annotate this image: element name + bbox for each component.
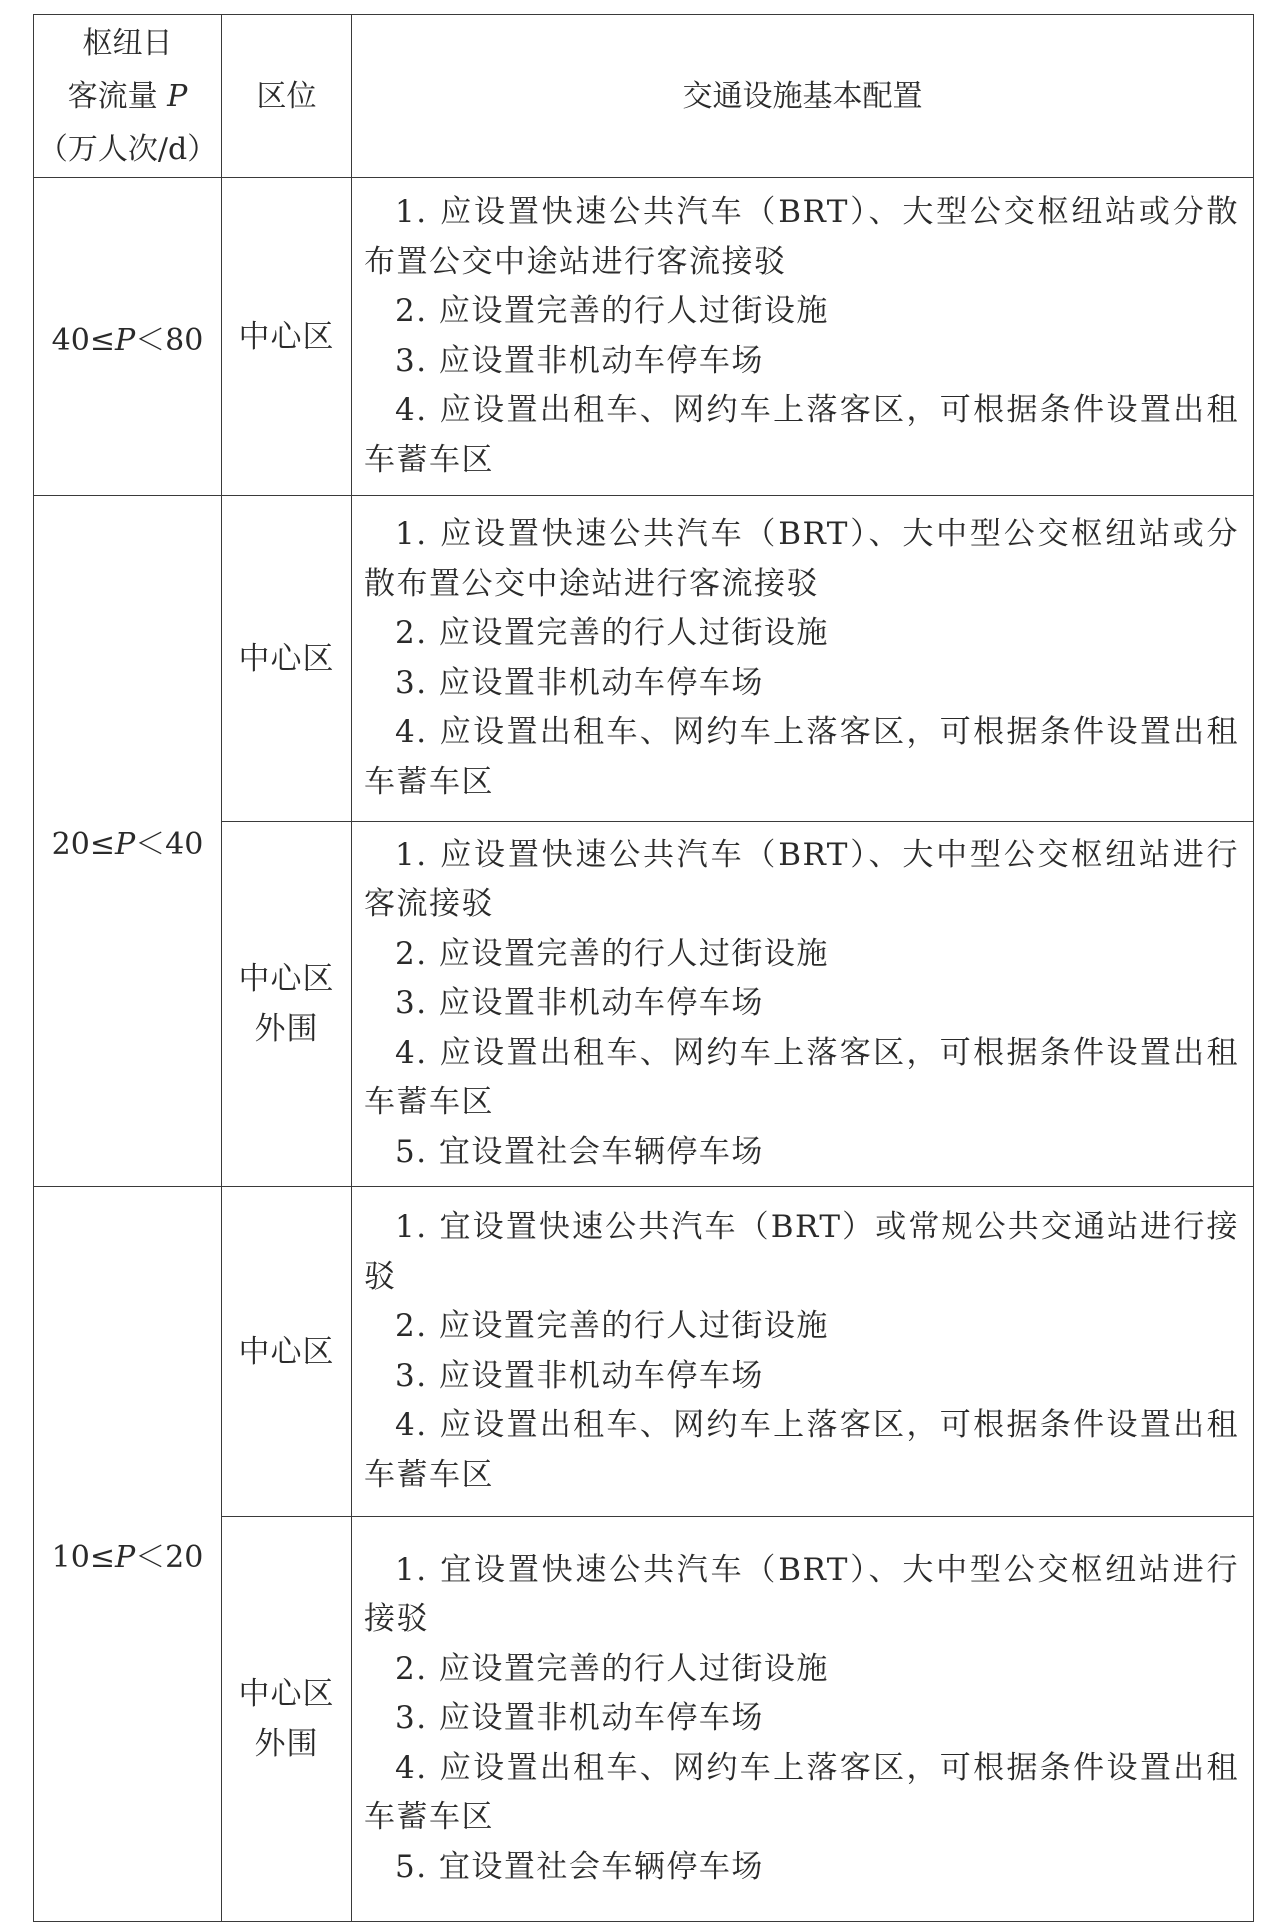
flow-range-cell: 20≤P＜40 [34,496,222,1187]
config-item: 4. 应设置出租车、网约车上落客区，可根据条件设置出租车蓄车区 [364,1749,1239,1836]
config-item: 1. 应设置快速公共汽车（BRT）、大中型公交枢纽站进行客流接驳 [364,836,1239,923]
config-item: 2. 应设置完善的行人过街设施 [395,615,829,651]
zone-cell [222,822,352,1187]
header-row [34,15,1254,178]
header-flow-line-2: 客流量 P [67,78,188,114]
config-item: 5. 宜设置社会车辆停车场 [395,1133,764,1170]
config-item: 3. 应设置非机动车停车场 [395,1700,764,1737]
zone-cell [222,496,352,822]
header-flow-line-3: （万人次/d） [37,131,218,167]
config-cell [352,822,1254,1187]
facility-config-table [33,14,1254,1922]
config-item: 4. 应设置出租车、网约车上落客区，可根据条件设置出租车蓄车区 [364,1407,1239,1493]
config-item: 5. 宜设置社会车辆停车场 [395,1848,764,1885]
header-config: 交通设施基本配置 [352,15,1254,178]
config-item: 1. 宜设置快速公共汽车（BRT）或常规公共交通站进行接驳 [364,1209,1239,1295]
zone-label: 中心区 [238,1333,335,1370]
table-row [34,496,1254,822]
zone-label: 中心区 [238,640,335,677]
config-item: 3. 应设置非机动车停车场 [395,342,764,379]
table-body [34,178,1254,1922]
config-cell [352,1517,1254,1922]
flow-range-cell: 10≤P＜20 [34,1187,222,1922]
zone-cell [222,1187,352,1517]
zone-cell [222,178,352,496]
config-item: 2. 应设置完善的行人过街设施 [395,293,829,329]
config-item: 4. 应设置出租车、网约车上落客区，可根据条件设置出租车蓄车区 [364,392,1239,478]
config-item: 3. 应设置非机动车停车场 [395,985,764,1022]
config-item: 3. 应设置非机动车停车场 [395,664,764,701]
config-item: 2. 应设置完善的行人过街设施 [395,1308,829,1344]
config-cell [352,178,1254,496]
zone-cell [222,1517,352,1922]
header-flow-line-1: 枢纽日 [82,25,173,61]
config-cell [352,1187,1254,1517]
header-flow [34,15,222,178]
zone-label: 中心区 [238,961,335,997]
config-item: 2. 应设置完善的行人过街设施 [395,935,829,972]
config-item: 4. 应设置出租车、网约车上落客区，可根据条件设置出租车蓄车区 [364,714,1239,800]
flow-range-cell: 40≤P＜80 [34,178,222,496]
config-item: 1. 应设置快速公共汽车（BRT）、大中型公交枢纽站或分散布置公交中途站进行客流接驳 [364,516,1239,602]
config-item: 1. 应设置快速公共汽车（BRT）、大型公交枢纽站或分散布置公交中途站进行客流接驳 [364,194,1239,280]
config-cell [352,496,1254,822]
zone-label: 中心区 [238,1676,335,1712]
zone-label: 中心区 [238,318,335,355]
header-zone: 区位 [222,15,352,178]
table-row [34,1187,1254,1517]
table-row [34,178,1254,496]
config-item: 3. 应设置非机动车停车场 [395,1357,764,1394]
zone-label: 外围 [254,1011,319,1047]
config-item: 4. 应设置出租车、网约车上落客区，可根据条件设置出租车蓄车区 [364,1034,1239,1121]
config-item: 1. 宜设置快速公共汽车（BRT）、大中型公交枢纽站进行接驳 [364,1551,1239,1638]
zone-label: 外围 [254,1726,319,1762]
config-item: 2. 应设置完善的行人过街设施 [395,1650,829,1687]
